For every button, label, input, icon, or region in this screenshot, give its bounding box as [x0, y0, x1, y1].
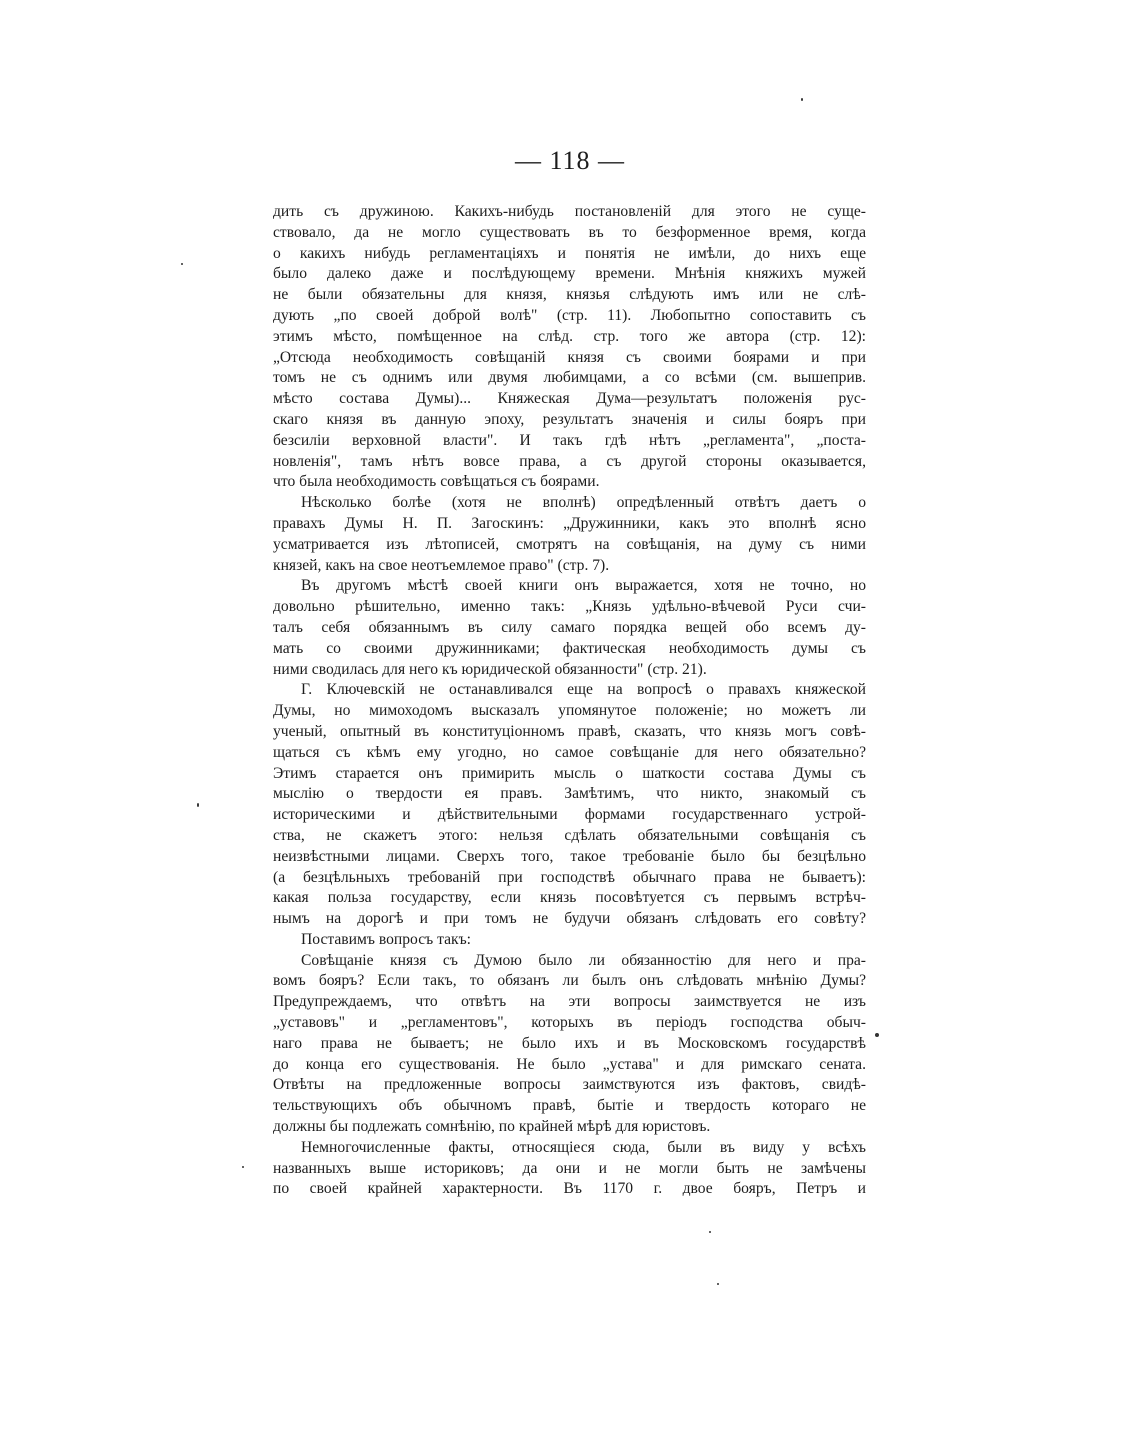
- text-line: томъ не съ однимъ или двумя любимцами, а со всѣми (см. вышеприв.: [273, 369, 866, 387]
- text-line: что была необходимость совѣщаться съ боярами.: [273, 473, 600, 491]
- text-line: Совѣщаніе князя съ Думою было ли обязанностію для него и пра-: [301, 951, 866, 969]
- body-text: [273, 202, 866, 1200]
- text-line: этимъ мѣсто, помѣщенное на слѣд. стр. того же автора (стр. 12):: [273, 327, 866, 345]
- text-line: неизвѣстными лицами. Сверхъ того, такое требованіе было бы безцѣльно: [273, 847, 866, 865]
- text-line: Думы, но мимоходомъ высказалъ упомянутое положеніе; но можетъ ли: [273, 702, 866, 720]
- text-line: тельствующихъ объ обычномъ правѣ, бытіе и твердость котораго не: [273, 1097, 866, 1115]
- text-line: „уставовъ" и „регламентовъ", которыхъ въ періодъ господства обыч-: [273, 1014, 866, 1032]
- text-line: „Отсюда необходимость совѣщаній князя съ своими боярами и при: [273, 348, 866, 366]
- text-line: ними сводилась для него къ юридической обязанности" (стр. 21).: [273, 660, 707, 678]
- text-line: было далеко даже и послѣдующему времени. Мнѣнія княжихъ мужей: [273, 265, 866, 283]
- text-line: нымъ на дорогѣ и при томъ не будучи обязанъ слѣдовать его совѣту?: [273, 910, 866, 928]
- text-line: Г. Ключевскій не останавливался еще на вопросѣ о правахъ княжеской: [301, 681, 866, 699]
- scan-speck: [181, 263, 183, 265]
- text-line: князей, какъ на свое неотъемлемое право" (стр. 7).: [273, 556, 610, 574]
- text-line: правахъ Думы Н. П. Загоскинъ: „Дружинники, какъ это вполнѣ ясно: [273, 514, 866, 532]
- scan-speck: [709, 1231, 711, 1233]
- text-line: о какихъ нибудь регламентаціяхъ и понятія не имѣли, до нихъ еще: [273, 244, 866, 262]
- text-line: Отвѣты на предложенные вопросы заимствуются изъ фактовъ, свидѣ-: [273, 1076, 866, 1094]
- scan-speck: [197, 803, 199, 807]
- text-line: ученый, опытный въ конституціонномъ правѣ, сказать, что князь могъ совѣ-: [273, 722, 866, 740]
- text-line: мыслію о твердости ея правъ. Замѣтимъ, что никто, знакомый съ: [273, 785, 866, 803]
- page-number: — 118 —: [514, 146, 626, 175]
- text-line: безсиліи верховной власти". И такъ гдѣ нѣтъ „регламента", „поста-: [273, 431, 866, 449]
- text-line: довольно рѣшительно, именно такъ: „Князь удѣльно-вѣчевой Руси счи-: [273, 598, 866, 616]
- text-line: наго права не бываетъ; не было ихъ и въ Московскомъ государствѣ: [273, 1034, 866, 1052]
- text-line: дить съ дружиною. Какихъ-нибудь постановленій для этого не суще-: [273, 203, 866, 220]
- text-line: Немногочисленные факты, относящіеся сюда, были въ виду у всѣхъ: [301, 1138, 866, 1156]
- text-line: историческими и дѣйствительными формами государственнаго устрой-: [273, 806, 866, 824]
- text-line: дують „по своей доброй волѣ" (стр. 11). Любопытно сопоставить съ: [273, 306, 866, 324]
- text-line: мѣсто состава Думы)... Княжеская Дума—результатъ положенія рус-: [273, 390, 866, 408]
- text-line: Этимъ старается онъ примирить мысль о шаткости состава Думы съ: [273, 764, 866, 782]
- text-line: вомъ бояръ? Если такъ, то обязанъ ли былъ онъ слѣдовать мнѣнію Думы?: [273, 972, 866, 990]
- text-line: усматривается изъ лѣтописей, смотрятъ на совѣщанія, на думу съ ними: [273, 535, 866, 553]
- scan-speck: [801, 98, 803, 101]
- text-line: названныхъ выше историковъ; да они и не могли быть не замѣчены: [273, 1159, 866, 1177]
- text-line: щаться съ кѣмъ ему угодно, но самое совѣщаніе для него обязательно?: [273, 743, 866, 761]
- text-line: новленія", тамъ нѣтъ вовсе права, а съ другой стороны оказывается,: [273, 452, 866, 470]
- text-line: талъ себя обязаннымъ въ силу самаго порядка вещей обо всемъ ду-: [273, 618, 866, 636]
- text-line: (а безцѣльныхъ требованій при господствѣ обычнаго права не бываетъ):: [273, 868, 866, 886]
- text-line: Въ другомъ мѣстѣ своей книги онъ выражается, хотя не точно, но: [301, 577, 866, 595]
- text-line: какая польза государству, если князь посовѣтуется съ первымъ встрѣч-: [273, 889, 866, 907]
- text-line: по своей крайней характерности. Въ 1170 г. двое бояръ, Петръ и: [273, 1180, 866, 1198]
- text-line: мать со своими дружинниками; фактическая необходимость думы съ: [273, 639, 866, 657]
- text-line: Поставимъ вопросъ такъ:: [301, 930, 471, 948]
- text-line: скаго князя въ данную эпоху, результатъ значенія и силы бояръ при: [273, 410, 866, 428]
- scan-speck: [717, 1283, 719, 1285]
- text-line: должны бы подлежать сомнѣнію, по крайней мѣрѣ для юристовъ.: [273, 1118, 711, 1136]
- text-line: Предупреждаемъ, что отвѣтъ на эти вопросы заимствуется не изъ: [273, 993, 866, 1011]
- text-line: Нѣсколько болѣе (хотя не вполнѣ) опредѣленный отвѣтъ даетъ о: [301, 494, 866, 512]
- text-line: ствовало, да не могло существовать въ то безформенное время, когда: [273, 223, 866, 241]
- text-line: до конца его существованія. Не было „устава" и для римскаго сената.: [273, 1055, 866, 1073]
- text-line: ства, не скажетъ этого: нельзя сдѣлать обязательными совѣщанія съ: [273, 826, 866, 844]
- scan-speck: [242, 1166, 244, 1168]
- scan-speck: [875, 1033, 879, 1037]
- text-line: не были обязательны для князя, князья слѣдують имъ или не слѣ-: [273, 286, 866, 304]
